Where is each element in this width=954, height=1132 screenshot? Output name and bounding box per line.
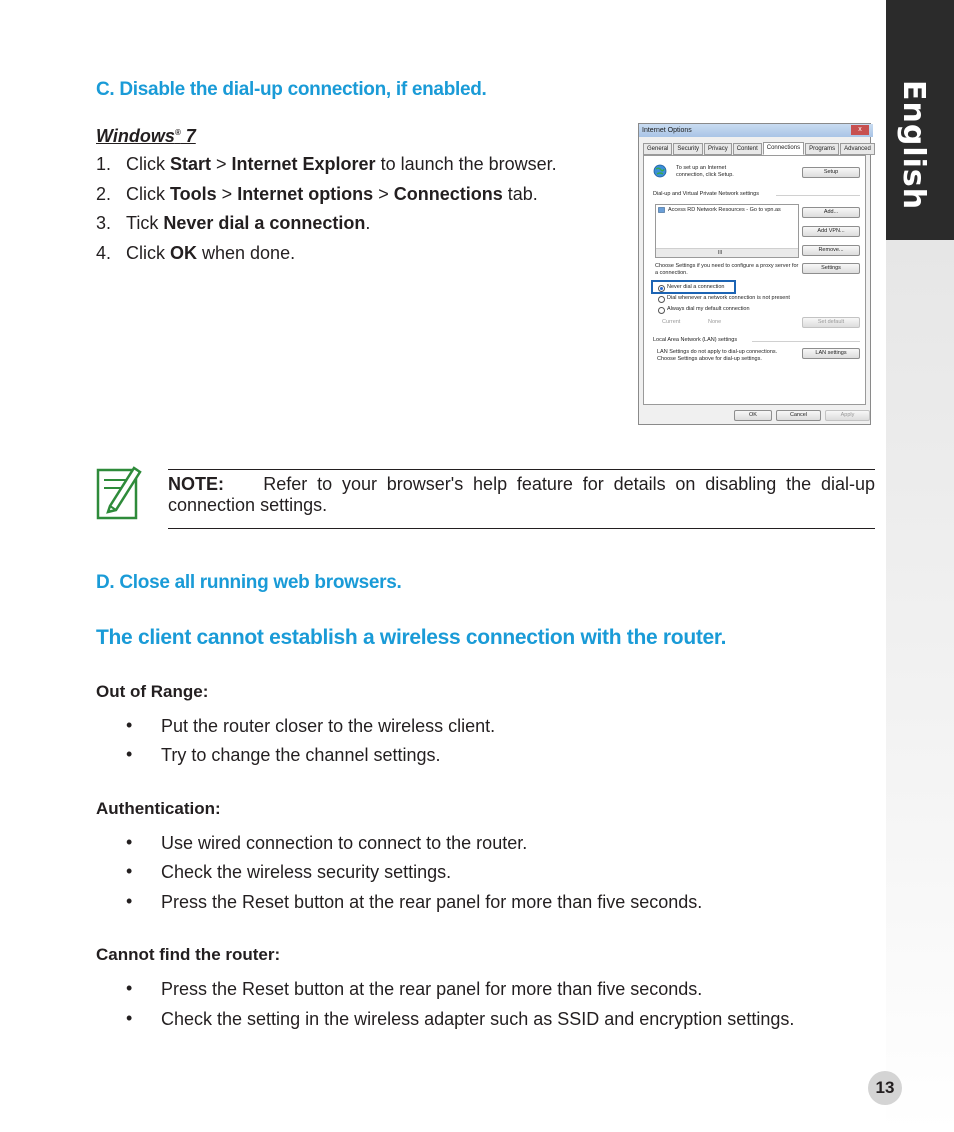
scroll-grip: III (718, 250, 723, 256)
note-text: Refer to your browser's help feature for details on disabling the dial-up connection settings. (168, 474, 876, 515)
bullet: • (126, 891, 133, 911)
step-2-part: tab. (502, 184, 538, 204)
radio-always-dial-label: Always dial my default connection (667, 306, 750, 312)
note-label: NOTE: (168, 474, 224, 494)
setup-button[interactable]: Setup (802, 167, 860, 178)
language-tab-label: English (896, 80, 931, 211)
radio-dial-whenever[interactable] (658, 296, 665, 303)
lan-settings-button[interactable]: LAN settings (802, 348, 860, 359)
list-item: Check the wireless security settings. (161, 862, 452, 882)
list-item: Use wired connection to connect to the router. (161, 833, 528, 853)
tab-general[interactable]: General (643, 143, 672, 155)
connection-list[interactable] (655, 204, 799, 258)
os-label (96, 122, 196, 147)
step-1-text (126, 153, 557, 175)
step-2-part: Click (126, 184, 170, 204)
radio-always-dial[interactable] (658, 307, 665, 314)
step-2-part: Connections (393, 184, 503, 204)
step-1-part: Internet Explorer (231, 154, 376, 174)
tab-security[interactable]: Security (673, 143, 703, 155)
step-1-part: to launch the browser. (375, 154, 557, 174)
step-2-num: 2. (96, 184, 112, 204)
add-vpn-button[interactable]: Add VPN... (802, 226, 860, 237)
step-4-num: 4. (96, 243, 112, 263)
add-button[interactable]: Add... (802, 207, 860, 218)
never-dial-highlight (651, 280, 736, 294)
tab-privacy[interactable]: Privacy (704, 143, 732, 155)
step-4-part: when done. (197, 243, 296, 263)
step-3-part: Never dial a connection (163, 213, 366, 233)
vpn-label: Dial-up and Virtual Private Network settings (653, 191, 759, 197)
section-d-heading: D. Close all running web browsers. (96, 572, 402, 593)
internet-options-dialog (638, 123, 871, 425)
step-3 (96, 212, 371, 234)
apply-button[interactable]: Apply (825, 410, 870, 421)
list-item: Put the router closer to the wireless client. (161, 716, 496, 736)
list-item[interactable]: Access RD Network Resources - Go to vpn.as (668, 207, 781, 213)
tab-content[interactable]: Content (733, 143, 762, 155)
step-4 (96, 242, 296, 264)
setup-text: To set up an Internet connection, click Setup. (676, 165, 734, 178)
os-reg: ® (174, 128, 181, 137)
os-version: 7 (180, 126, 196, 146)
bullet: • (126, 1008, 133, 1028)
step-2-text (126, 183, 538, 205)
cancel-button[interactable]: Cancel (776, 410, 821, 421)
authentication-title: Authentication: (96, 799, 221, 818)
close-icon[interactable]: x (851, 125, 869, 135)
remove-button[interactable]: Remove... (802, 245, 860, 256)
step-1-num: 1. (96, 154, 112, 174)
step-1-part: Start (170, 154, 212, 174)
step-2-part: Tools (170, 184, 217, 204)
step-1-part: Click (126, 154, 170, 174)
step-1 (96, 153, 557, 175)
list-item: Press the Reset button at the rear panel for more than five seconds. (161, 892, 703, 912)
side-gradient (886, 240, 954, 1132)
ok-button[interactable]: OK (734, 410, 772, 421)
separator (776, 195, 860, 196)
set-default-button[interactable]: Set default (802, 317, 860, 328)
list-item: Press the Reset button at the rear panel for more than five seconds. (161, 979, 703, 999)
bullet: • (126, 978, 133, 998)
radio-dial-whenever-label: Dial whenever a network connection is not present (667, 295, 790, 301)
list-item: Check the setting in the wireless adapter such as SSID and encryption settings. (161, 1009, 795, 1029)
note-rule-bottom (168, 528, 875, 529)
out-of-range-title: Out of Range: (96, 682, 209, 701)
page-number: 13 (868, 1071, 902, 1105)
os-name: Windows (96, 126, 175, 146)
bullet: • (126, 861, 133, 881)
horizontal-scrollbar[interactable] (656, 248, 798, 257)
lan-label: Local Area Network (LAN) settings (653, 337, 738, 343)
bullet: • (126, 715, 133, 735)
bullet: • (126, 832, 133, 852)
step-3-num: 3. (96, 213, 112, 233)
step-2-part: Internet options (237, 184, 374, 204)
tab-programs[interactable]: Programs (805, 143, 839, 155)
step-4-part: OK (170, 243, 197, 263)
step-3-part: Tick (126, 213, 164, 233)
step-3-text (126, 212, 370, 234)
wireless-heading: The client cannot establish a wireless connection with the router. (96, 626, 727, 649)
cannot-find-router-title: Cannot find the router: (96, 945, 281, 964)
note-rule-top (168, 469, 875, 470)
note (168, 474, 875, 516)
step-2-part: > (373, 184, 394, 204)
bullet: • (126, 744, 133, 764)
connections-panel (643, 155, 866, 405)
tab-advanced[interactable]: Advanced (840, 143, 875, 155)
globe-icon (653, 164, 667, 178)
dialog-tabs (643, 143, 876, 155)
step-2-part: > (216, 184, 238, 204)
list-item: Try to change the channel settings. (161, 745, 441, 765)
step-2 (96, 183, 538, 205)
network-icon (658, 207, 665, 214)
current-label: Current (662, 319, 681, 325)
lan-text: LAN Settings do not apply to dial-up connections. Choose Settings above for dial-up settings. (657, 349, 778, 362)
tab-connections[interactable]: Connections (763, 142, 804, 155)
dialog-title: Internet Options (639, 124, 873, 137)
current-value: None (708, 319, 722, 325)
step-3-part: . (365, 213, 371, 233)
step-1-part: > (211, 154, 232, 174)
settings-button[interactable]: Settings (802, 263, 860, 274)
section-c-heading: C. Disable the dial-up connection, if enabled. (96, 79, 487, 100)
step-4-part: Click (126, 243, 170, 263)
step-4-text (126, 242, 295, 264)
separator (752, 341, 860, 342)
note-pencil-icon (96, 462, 142, 520)
proxy-text: Choose Settings if you need to configure a proxy server for a connection. (655, 263, 799, 276)
radio-never-dial-label: Never dial a connection (667, 284, 725, 290)
